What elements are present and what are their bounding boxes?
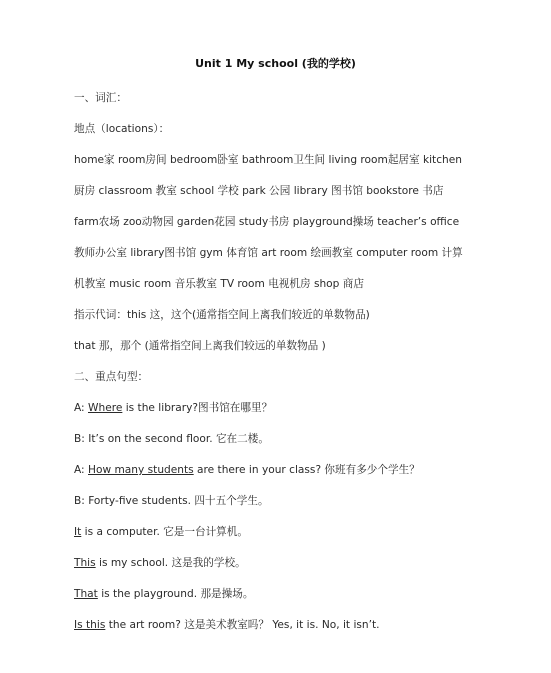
text-line [74, 122, 169, 136]
text-segment: is the library?图书馆在哪里？ [122, 402, 273, 414]
text-line [74, 618, 380, 632]
text-segment: farm农场 zoo动物园 garden花园 study书房 playground操场 teacher’s office [74, 216, 460, 228]
text-line [74, 370, 148, 384]
text-line [74, 494, 269, 508]
text-segment: is a computer. 它是一台计算机。 [81, 526, 248, 538]
text-segment: 厨房 classroom 教室 school 学校 park 公园 library 图书馆 bookstore 书店 [74, 185, 444, 197]
text-line [74, 215, 459, 229]
text-line [74, 556, 246, 570]
text-line [74, 153, 462, 167]
text-segment: B: Forty-five students. 四十五个学生。 [74, 495, 269, 507]
text-segment: B: It’s on the second floor. 它在二楼。 [74, 433, 269, 445]
underlined-text: Where [88, 402, 123, 414]
text-line [74, 463, 420, 477]
text-line [74, 401, 272, 415]
text-line [74, 91, 127, 105]
text-line [74, 184, 443, 198]
text-line [74, 525, 248, 539]
page-title: Unit 1 My school (我的学校) [195, 57, 356, 70]
text-segment: A: [74, 464, 88, 476]
underlined-text: That [74, 588, 98, 600]
underlined-text: Is this [74, 619, 106, 631]
text-segment: are there in your class? 你班有多少个学生？ [193, 464, 420, 476]
text-segment: is the playground. 那是操场。 [97, 588, 254, 600]
text-segment: 机教室 music room 音乐教室 TV room 电视机房 shop 商店 [74, 278, 364, 290]
text-segment: 教师办公室 library图书馆 gym 体育馆 art room 绘画教室 computer room 计算 [74, 247, 463, 259]
text-segment: is my school. 这是我的学校。 [95, 557, 246, 569]
text-line [74, 277, 364, 291]
text-segment: 指示代词：this 这，这个(通常指空间上离我们较近的单数物品) [74, 309, 370, 321]
text-segment: home家 room房间 bedroom卧室 bathroom卫生间 living room起居室 kitchen [74, 154, 462, 166]
text-segment: that 那，那个 (通常指空间上离我们较远的单数物品 ) [74, 340, 326, 352]
text-segment: A: [74, 402, 88, 414]
text-line [74, 308, 370, 322]
text-line [74, 432, 269, 446]
text-line [74, 587, 253, 601]
underlined-text: This [74, 557, 96, 569]
text-line [74, 339, 326, 353]
text-segment: the art room? 这是美术教室吗？ Yes, it is. No, it isn’t. [105, 619, 380, 631]
text-segment: 二、重点句型： [74, 371, 149, 383]
text-line [74, 246, 463, 260]
underlined-text: It [74, 526, 82, 538]
text-segment: 一、词汇： [74, 92, 127, 104]
underlined-text: How many students [88, 464, 194, 476]
text-segment: 地点（locations）： [74, 123, 170, 135]
